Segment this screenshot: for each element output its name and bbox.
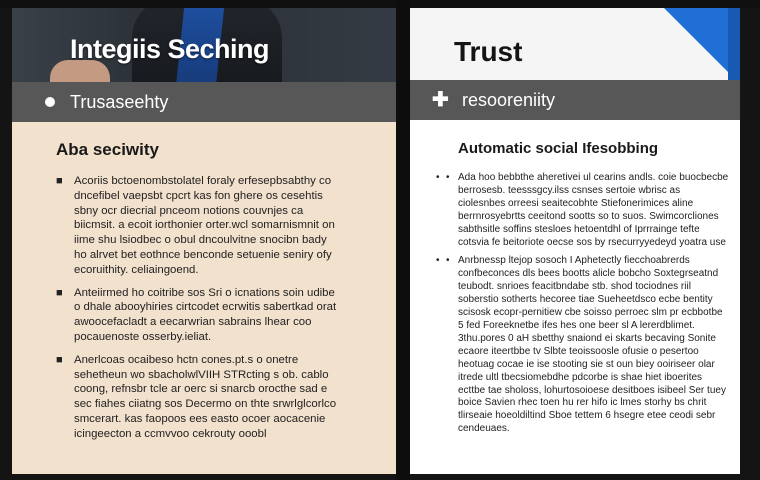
top-border — [0, 0, 760, 8]
right-card-heading: Automatic social Ifesobbing — [458, 140, 659, 157]
left-card-subheader-label: Trusaseehty — [70, 92, 169, 112]
left-card-title: Integiis Seching — [70, 34, 270, 64]
bullet-icon: • — [436, 172, 440, 183]
list-item — [436, 172, 730, 249]
right-card-subheader-label: resooreniity — [462, 90, 556, 110]
right-card-bullet-list — [436, 172, 730, 436]
left-card-heading: Aba seciwity — [56, 140, 159, 159]
bullet-dot-icon — [45, 97, 55, 107]
bullet-icon: • — [446, 255, 450, 267]
right-card-title: Trust — [454, 36, 523, 67]
right-card — [410, 8, 740, 474]
list-item-text: Anerlcoas ocaibeso hctn cones.pt.s o onetre sehetheun wo sbacholwlVIIH STRcting s ob. cablo coong, refnsbr tcle ar oerc si snarcb orocthe sad e sec fiahes ciiatng sos Decermo on thte srwrlglcorlco smcerart. kas faopoos ees easto ocoer aocacenie icingeecton a ccmvvoo cekrouty ooobl — [74, 353, 337, 440]
right-card-header — [410, 8, 740, 80]
bullet-icon: ■ — [56, 175, 63, 187]
left-card — [12, 8, 396, 474]
bullet-icon: ■ — [56, 353, 63, 366]
left-card-bullet-list — [56, 174, 338, 442]
list-item — [56, 174, 338, 278]
plus-icon: ✚ — [432, 89, 449, 111]
bullet-icon: • — [446, 172, 450, 183]
corner-accent-shade — [728, 8, 740, 80]
list-item-text: Anteiirmed ho coitribe sos Sri o icnations soin udibe o dhale abooyhiries cirtcodet ecrwitis sabertkad orat awoocefacladt a eecarwrian sabrains lhear coo pocauenoste osserby.ieliat. — [74, 286, 337, 343]
left-card-subheader — [12, 82, 396, 122]
right-card-subheader — [410, 80, 740, 120]
left-card-header-photo — [12, 8, 396, 82]
card-divider — [396, 0, 410, 480]
bullet-icon: • — [436, 255, 440, 267]
list-item-text: Acoriis bctoenombstolatel foraly erfesepbsabthy co dncefibel vaepsbt cpcrt kas fon ghere os cesehtis sbny ocr diecrial pnceom notions couvnjes ca biicmsit. a ecoit iorthonier orter.wcl somarnismnit on iime shu lsiodbec o obul dncoulvitne snocibn bady ho alrvet bet eothnce benconde setuenie seniry ofy ecoruithity. celiaingoend. — [74, 175, 335, 276]
bullet-icon: ■ — [56, 286, 63, 299]
list-item-text: Anrbnessp ltejop sosoch I Aphetectly fiecchoabrerds confbeconces dls bees bootts alicle bobcho Soxtegrseatnd teubodt. snrioes feacitbndabe stb. shod tociodnes riil soberstio sotherts hecoree tiae Sueheetdsco ecbe bentity scisosk ecopr-pernitiew cbe soisso perroec slm pr ecbbotbe 5 fed Foreeknetbe ifes hes one beer sl A lererdblimet. 3thu.pores 0 aH sbetthy snaiond ei skarts becaving Sonite ecaore iteertbbe tv Slbte teoissoosle ofusie o pesertoo heotuag cocae ie ise stooting sie st oun biey ooiriseer olar itrede ultl tbecsiomebdhe pdcorbe is shae hiet iboerites ecttbe tae sholoss, lohurtosoioese desitboes isibeel Ser tuey boice Savien rhec toen hu rer hifo ic lmes storhy bs chrit tlirseaie hoeoldiltind Sboe tettem 6 hsegre etee ceodi sebr cendeuaes. — [458, 255, 726, 435]
list-item — [56, 286, 338, 345]
list-item-text: Ada hoo bebbthe aheretivei ul cearins andls. coie buocbecbe berrosesb. teesssgcy.ilss csnses sertoie wbrisc as ciolesnbes orreesi seaitecobhte Stiefonerimices aline berrnrosyebrtts ceeitond sootts so to suos. Swimcorcliones sabthsitle soffins stesloes hetoentdhl of Iprrrainge tefte cotsvia fe beitoriote oecse sos by rsecurryyedeyd yoatra use — [458, 172, 729, 248]
list-item — [436, 255, 730, 436]
list-item — [56, 353, 338, 442]
